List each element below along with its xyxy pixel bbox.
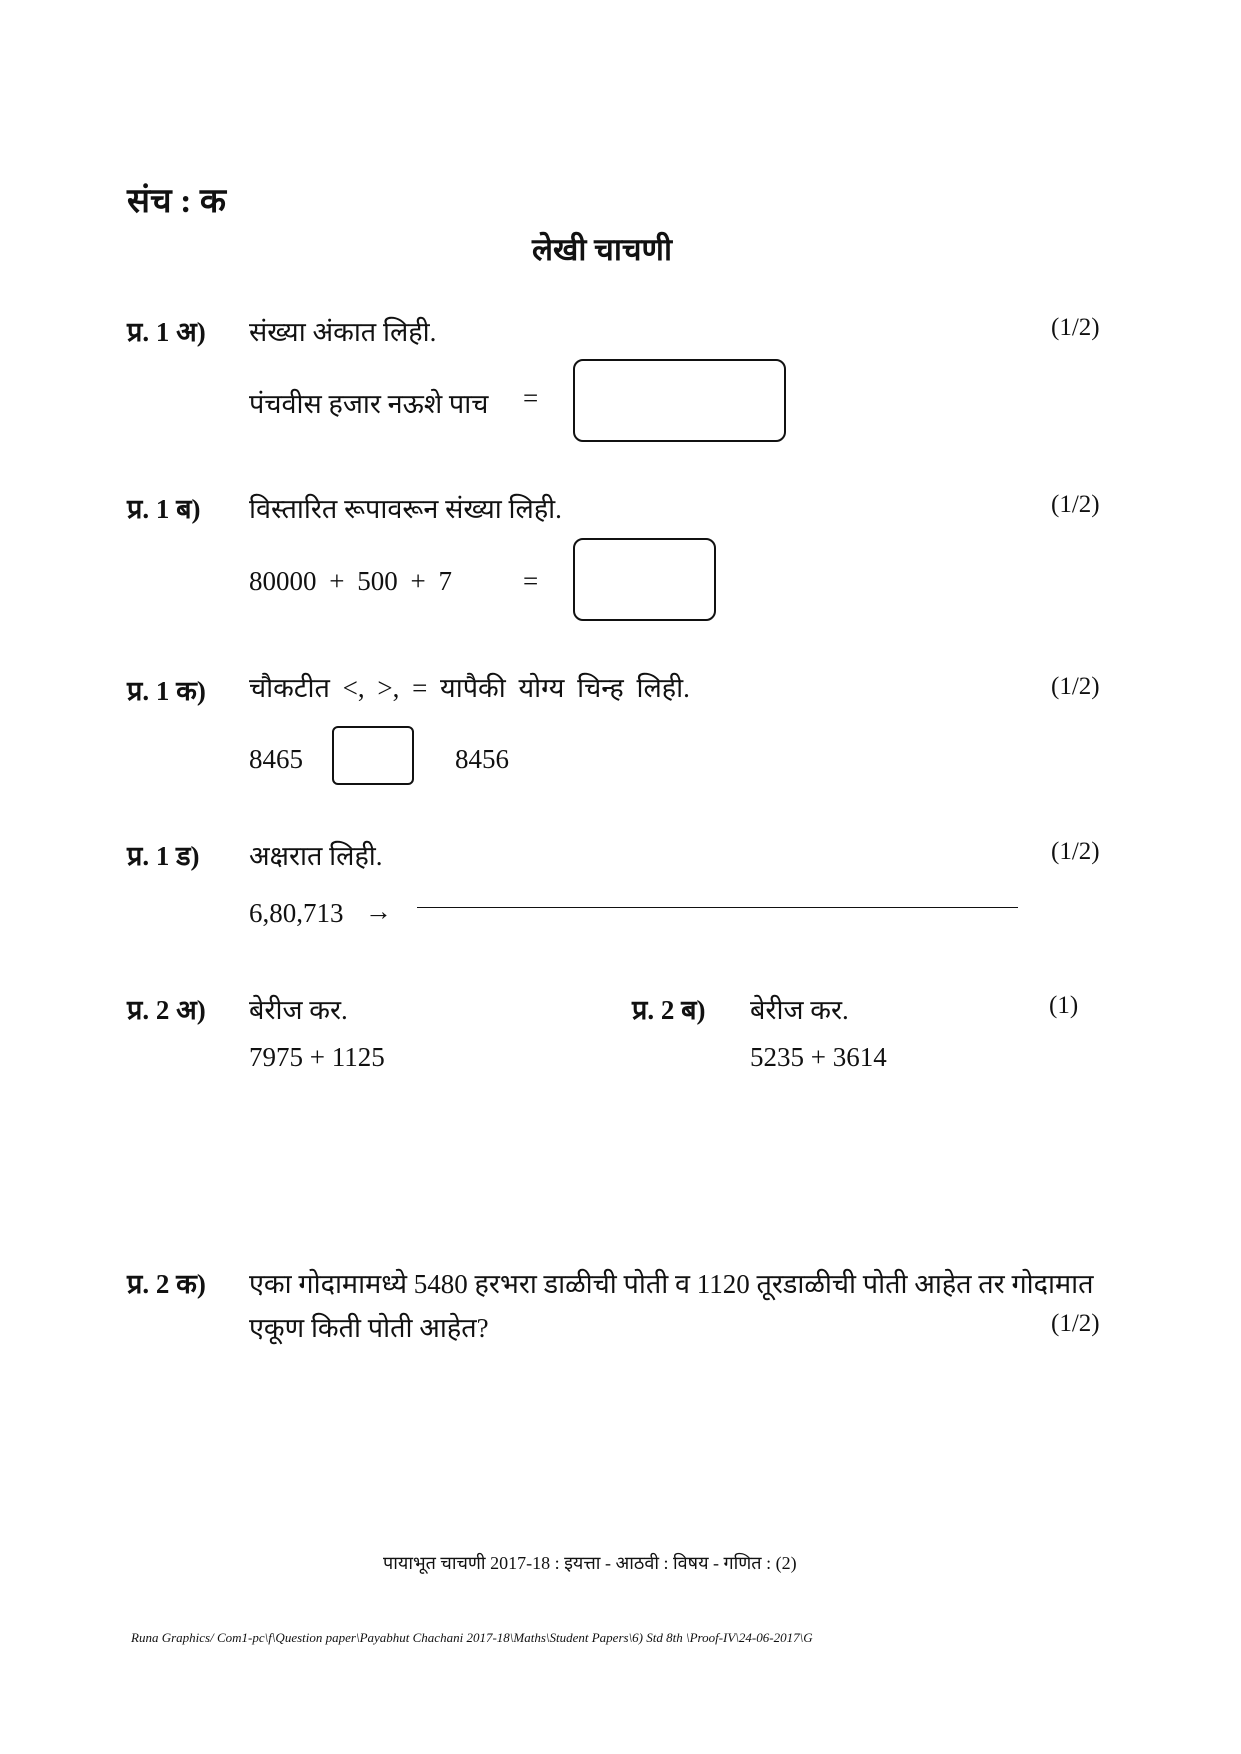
question-number: प्र. 1 अ) xyxy=(127,317,206,347)
question-text: अक्षरात लिही. xyxy=(249,841,383,871)
addition-expression: 5235 + 3614 xyxy=(750,1042,887,1072)
comparison-left-number: 8465 xyxy=(249,744,303,774)
question-text: विस्तारित रूपावरून संख्या लिही. xyxy=(249,494,562,524)
word-problem-line-1: एका गोदामामध्ये 5480 हरभरा डाळीची पोती व 1120 तूरडाळीची पोती आहेत तर गोदामात xyxy=(249,1269,1094,1299)
answer-box[interactable] xyxy=(573,538,716,621)
comparison-answer-box[interactable] xyxy=(332,726,414,785)
print-credit: Runa Graphics/ Com1-pc\f\Question paper\Payabhut Chachani 2017-18\Maths\Student Papers\6) Std 8th \Proof-IV\24-06-2017\G xyxy=(131,1630,813,1645)
answer-box[interactable] xyxy=(573,359,786,442)
question-marks: (1/2) xyxy=(1051,673,1100,700)
question-number: प्र. 2 ब) xyxy=(632,995,706,1025)
expanded-form: 80000 + 500 + 7 xyxy=(249,566,452,596)
question-marks: (1/2) xyxy=(1051,1310,1100,1337)
question-number: प्र. 2 क) xyxy=(127,1269,206,1299)
number-to-write: 6,80,713 xyxy=(249,898,344,928)
comparison-right-number: 8456 xyxy=(455,744,509,774)
answer-line[interactable] xyxy=(417,907,1018,908)
number-in-words: पंचवीस हजार नऊशे पाच xyxy=(249,389,489,419)
page-title: लेखी चाचणी xyxy=(532,232,672,267)
equals-sign: = xyxy=(523,566,539,596)
question-marks: (1) xyxy=(1049,992,1079,1019)
page-footer: पायाभूत चाचणी 2017-18 : इयत्ता - आठवी : विषय - गणित : (2) xyxy=(383,1553,797,1573)
word-problem-line-2: एकूण किती पोती आहेत? xyxy=(249,1313,489,1343)
question-text: बेरीज कर. xyxy=(750,995,849,1025)
question-number: प्र. 2 अ) xyxy=(127,995,206,1025)
question-text: चौकटीत <, >, = यापैकी योग्य चिन्ह लिही. xyxy=(249,673,690,703)
set-label: संच : क xyxy=(127,183,227,220)
question-marks: (1/2) xyxy=(1051,491,1100,518)
addition-expression: 7975 + 1125 xyxy=(249,1042,385,1072)
question-marks: (1/2) xyxy=(1051,838,1100,865)
question-marks: (1/2) xyxy=(1051,314,1100,341)
equals-sign: = xyxy=(523,383,539,413)
arrow-right-icon: → xyxy=(365,896,392,926)
question-number: प्र. 1 ड) xyxy=(127,841,200,871)
question-text: संख्या अंकात लिही. xyxy=(249,317,437,347)
question-text: बेरीज कर. xyxy=(249,995,348,1025)
question-number: प्र. 1 क) xyxy=(127,676,206,706)
question-number: प्र. 1 ब) xyxy=(127,494,201,524)
